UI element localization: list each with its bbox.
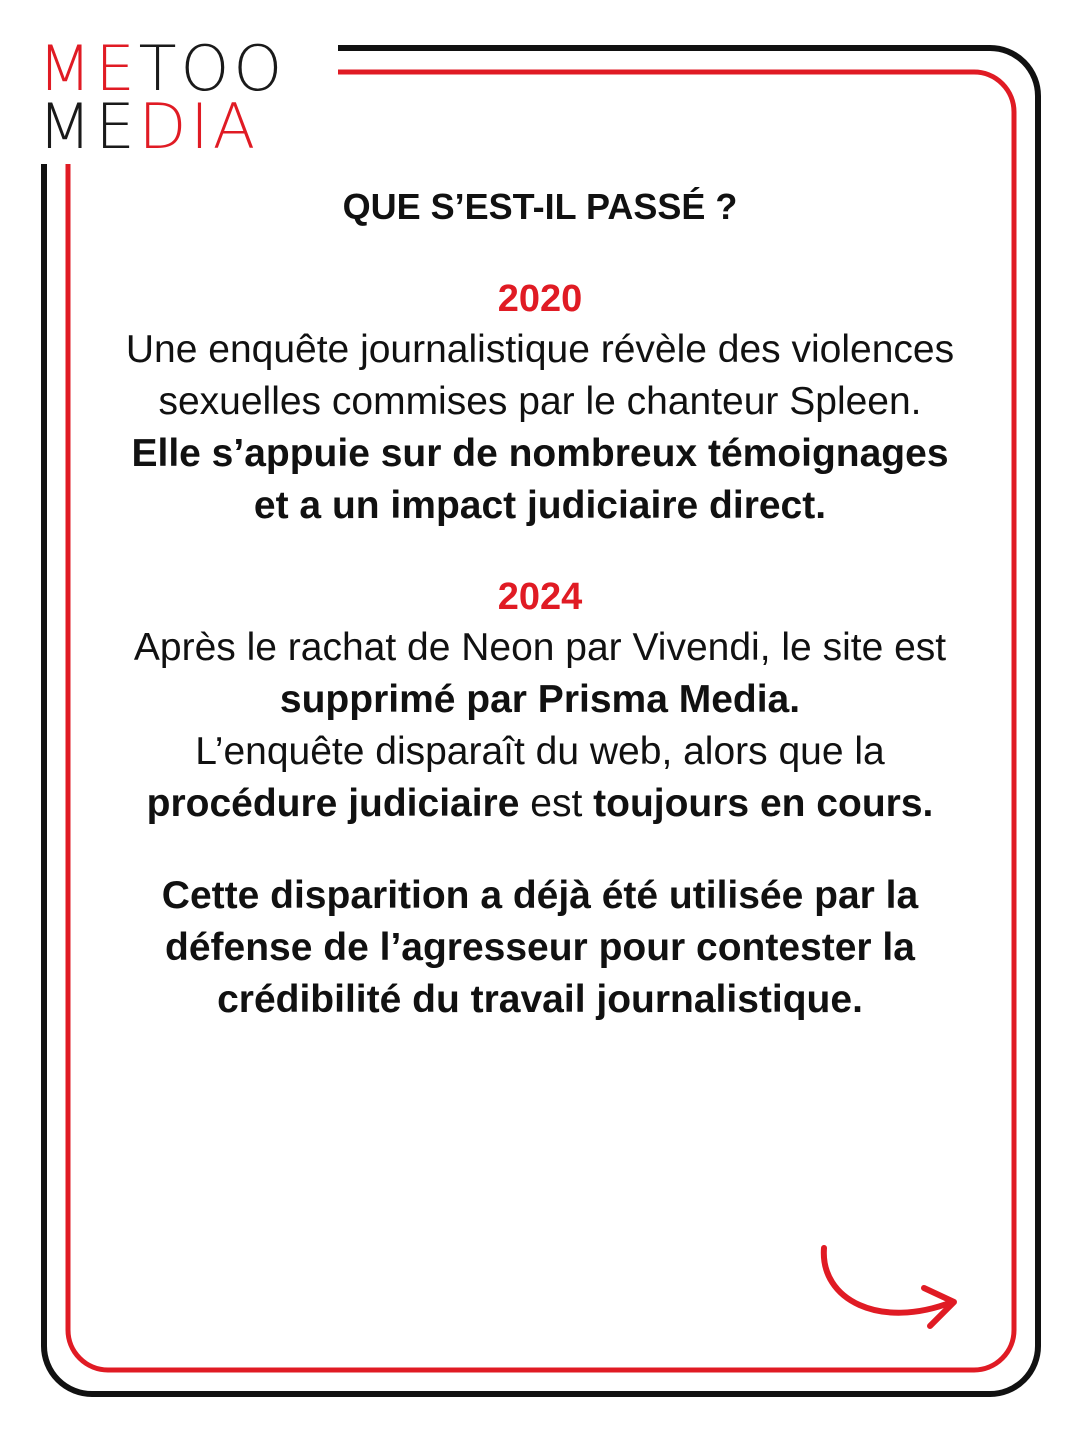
- section-bold-text: [110, 428, 970, 532]
- text-normal: est: [519, 782, 594, 825]
- logo-line-2: [38, 90, 338, 163]
- section-2020: [110, 274, 970, 532]
- year-label: 2020: [497, 278, 583, 320]
- text-normal: Après le rachat de Neon par Vivendi, le site est: [133, 626, 947, 669]
- section-paragraph-1: [110, 622, 970, 726]
- metoo-media-logo: [38, 32, 338, 164]
- main-content: [110, 180, 970, 1065]
- section-text: Une enquête journalistique révèle des violences sexuelles commises par le chanteur Spleen.: [125, 328, 955, 423]
- conclusion-text: Cette disparition a déjà été utilisée par la défense de l’agresseur pour contester la crédibilité du travail journalistique.: [161, 874, 919, 1021]
- logo-too: TOO: [138, 32, 287, 105]
- page-title: QUE S’EST-IL PASSÉ ?: [342, 186, 738, 227]
- logo-dia-red: DIA: [138, 90, 260, 163]
- text-bold: procédure judiciaire: [146, 782, 520, 825]
- logo-me-dark: ME: [38, 90, 139, 163]
- section-paragraph-2: [110, 726, 970, 830]
- text-bold: supprimé par Prisma Media.: [279, 678, 801, 721]
- text-normal: L’enquête disparaît du web, alors que la: [195, 730, 885, 773]
- section-2024: [110, 572, 970, 830]
- curved-arrow-right-icon[interactable]: [810, 1240, 970, 1340]
- bold-statement: Elle s’appuie sur de nombreux témoignages et a un impact judiciaire direct.: [131, 432, 949, 527]
- text-bold: toujours en cours.: [593, 782, 934, 825]
- logo-me-red: ME: [38, 32, 139, 105]
- year-label: 2024: [497, 576, 583, 618]
